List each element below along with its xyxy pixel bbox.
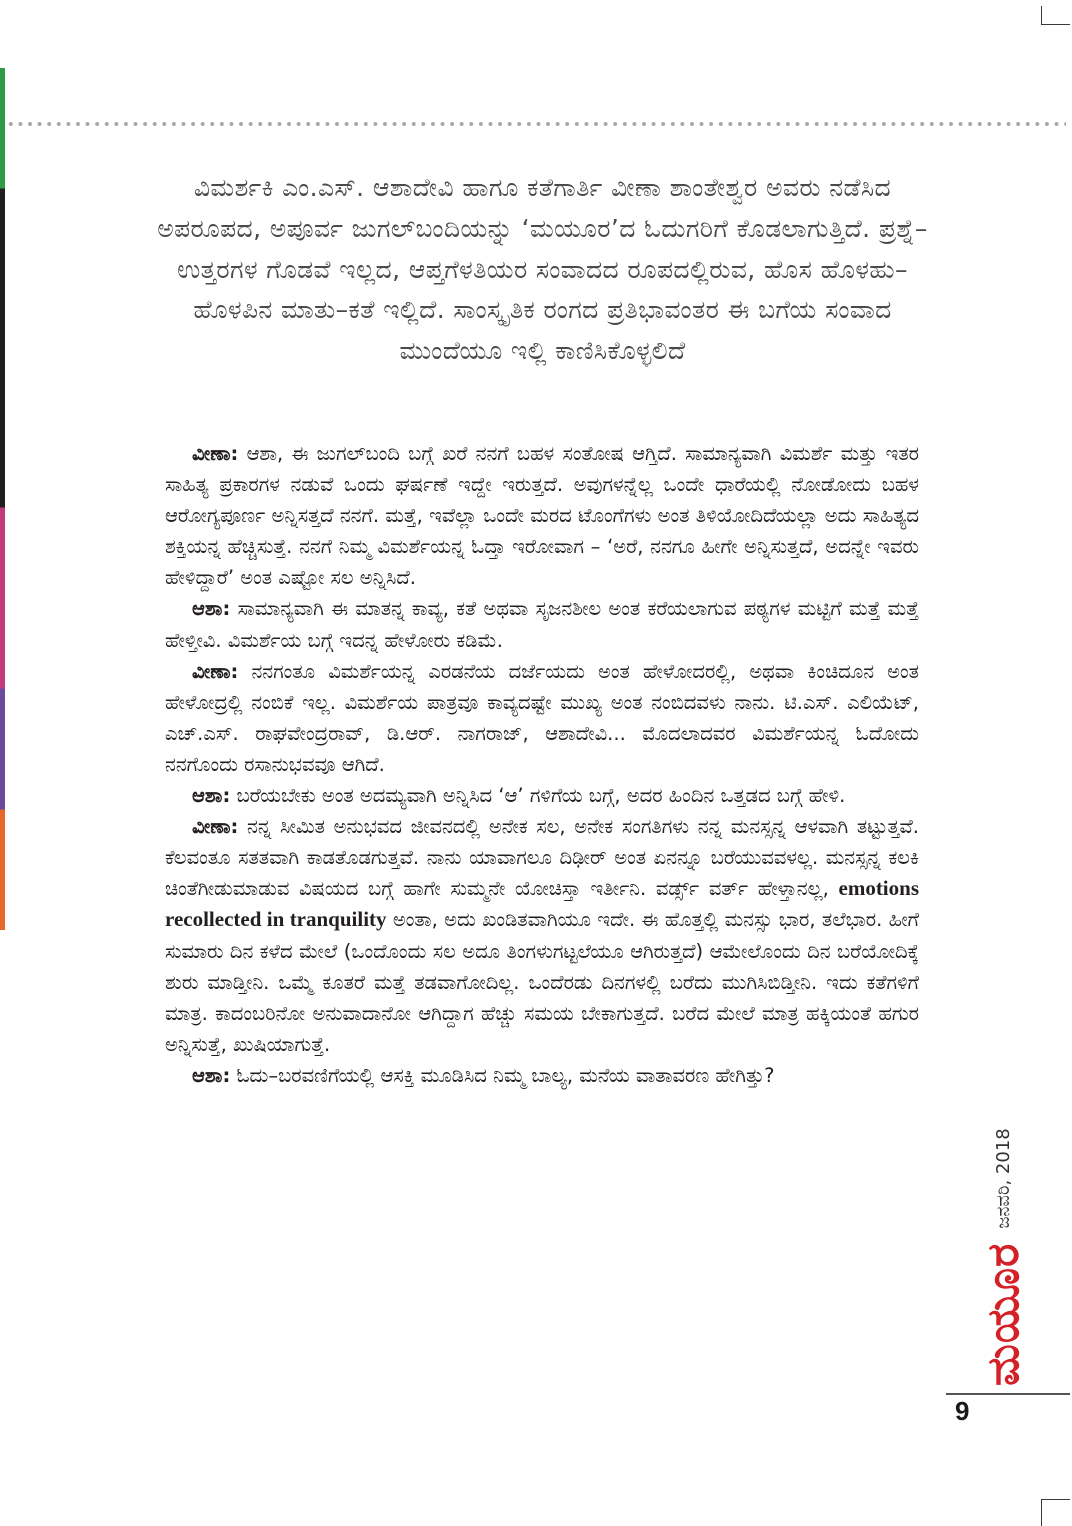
- dialogue-text: ಅಂತಾ, ಅದು ಖಂಡಿತವಾಗಿಯೂ ಇದೇ. ಈ ಹೊತ್ತಲ್ಲಿ ಮನಸ್ಸು ಭಾರ, ತಲೆಭಾರ. ಹೀಗೆ ಸುಮಾರು ದಿನ ಕಳೆದ ಮೇಲೆ (ಒಂದೊಂದು ಸಲ ಅದೂ ತಿಂಗಳುಗಟ್ಟಲೆಯೂ ಆಗಿರುತ್ತದೆ) ಆಮೇಲೊಂದು ದಿನ ಬರೆಯೋದಿಕ್ಕೆ ಶುರು ಮಾಡ್ತೀನಿ. ಒಮ್ಮೆ ಕೂತರೆ ಮತ್ತೆ ತಡವಾಗೋದಿಲ್ಲ. ಒಂದೆರಡು ದಿನಗಳಲ್ಲಿ ಬರೆದು ಮುಗಿಸಿಬಿಡ್ತೀನಿ. ಇದು ಕತೆಗಳಿಗೆ ಮಾತ್ರ. ಕಾದಂಬರಿನೋ ಅನುವಾದಾನೋ ಆಗಿದ್ದಾಗ ಹೆಚ್ಚು ಸಮಯ ಬೇಕಾಗುತ್ತದೆ. ಬರೆದ ಮೇಲೆ ಮಾತ್ರ ಹಕ್ಕಿಯಂತೆ ಹಗುರ ಅನ್ನಿಸುತ್ತೆ, ಖುಷಿಯಾಗುತ್ತೆ.: [165, 908, 920, 1056]
- dialogue-paragraph: [165, 438, 919, 593]
- dotted-divider: [6, 121, 1066, 127]
- dialogue-text: ಬರೆಯಬೇಕು ಅಂತ ಅದಮ್ಯವಾಗಿ ಅನ್ನಿಸಿದ ‘ಆ’ ಗಳಿಗೆಯ ಬಗ್ಗೆ, ಅದರ ಹಿಂದಿನ ಒತ್ತಡದ ಬಗ್ಗೆ ಹೇಳಿ.: [236, 784, 846, 808]
- speaker-label: ವೀಣಾ:: [192, 659, 239, 683]
- speaker-label: ಆಶಾ:: [192, 784, 231, 808]
- dialogue-text: ಆಶಾ, ಈ ಜುಗಲ್‌ಬಂದಿ ಬಗ್ಗೆ ಖರೆ ನನಗೆ ಬಹಳ ಸಂತೋಷ ಆಗ್ತಿದೆ. ಸಾಮಾನ್ಯವಾಗಿ ವಿಮರ್ಶೆ ಮತ್ತು ಇತರ ಸಾಹಿತ್ಯ ಪ್ರಕಾರಗಳ ನಡುವೆ ಒಂದು ಘರ್ಷಣೆ ಇದ್ದೇ ಇರುತ್ತದೆ. ಅವುಗಳನ್ನೆಲ್ಲ ಒಂದೇ ಧಾರೆಯಲ್ಲಿ ನೋಡೋದು ಬಹಳ ಆರೋಗ್ಯಪೂರ್ಣ ಅನ್ನಿಸತ್ತದೆ ನನಗೆ. ಮತ್ತೆ, ಇವೆಲ್ಲಾ ಒಂದೇ ಮರದ ಟೊಂಗೆಗಳು ಅಂತ ತಿಳಿಯೋದಿದೆಯಲ್ಲಾ ಅದು ಸಾಹಿತ್ಯದ ಶಕ್ತಿಯನ್ನ ಹೆಚ್ಚಿಸುತ್ತೆ. ನನಗೆ ನಿಮ್ಮ ವಿಮರ್ಶೆಯನ್ನ ಓದ್ತಾ ಇರೋವಾಗ – ‘ಅರೆ, ನನಗೂ ಹೀಗೇ ಅನ್ನಿಸುತ್ತದೆ, ಅದನ್ನೇ ಇವರು ಹೇಳಿದ್ದಾರೆ’ ಅಂತ ಎಷ್ಟೋ ಸಲ ಅನ್ನಿಸಿದೆ.: [165, 442, 919, 590]
- page-number: 9: [955, 1396, 970, 1426]
- dialogue-text: ಓದು–ಬರವಣಿಗೆಯಲ್ಲಿ ಆಸಕ್ತಿ ಮೂಡಿಸಿದ ನಿಮ್ಮ ಬಾಲ್ಯ, ಮನೆಯ ವಾತಾವರಣ ಹೇಗಿತ್ತು?: [236, 1063, 775, 1087]
- english-quote: emotions recollected in tranquility: [165, 876, 919, 932]
- crop-mark-bottom: [1041, 1499, 1070, 1526]
- color-edge-strip: [0, 68, 5, 930]
- speaker-label: ವೀಣಾ:: [192, 442, 239, 465]
- dialogue-paragraph: [165, 780, 919, 811]
- dialogue-paragraph: [165, 1060, 919, 1091]
- dialogue-text: ನನಗಂತೂ ವಿಮರ್ಶೆಯನ್ನ ಎರಡನೆಯ ದರ್ಜೆಯದು ಅಂತ ಹೇಳೋದರಲ್ಲಿ, ಅಥವಾ ಕಿಂಚಿದೂನ ಅಂತ ಹೇಳೋದ್ರಲ್ಲಿ ನಂಬಿಕೆ ಇಲ್ಲ. ವಿಮರ್ಶೆಯ ಪಾತ್ರವೂ ಕಾವ್ಯದಷ್ಟೇ ಮುಖ್ಯ ಅಂತ ನಂಬಿದವಳು ನಾನು. ಟಿ.ಎಸ್. ಎಲಿಯೆಟ್, ಎಚ್.ಎಸ್. ರಾಘವೇಂದ್ರರಾವ್, ಡಿ.ಆರ್. ನಾಗರಾಜ್, ಆಶಾದೇವಿ... ಮೊದಲಾದವರ ವಿಮರ್ಶೆಯನ್ನ ಓದೋದು ನನಗೊಂದು ರಸಾನುಭವವೂ ಆಗಿದೆ.: [165, 659, 920, 776]
- dialogue-text: ಸಾಮಾನ್ಯವಾಗಿ ಈ ಮಾತನ್ನ ಕಾವ್ಯ, ಕತೆ ಅಥವಾ ಸೃಜನಶೀಲ ಅಂತ ಕರೆಯಲಾಗುವ ಪಠ್ಯಗಳ ಮಟ್ಟಿಗೆ ಮತ್ತೆ ಮತ್ತೆ ಹೇಳ್ತೀವಿ. ವಿಮರ್ಶೆಯ ಬಗ್ಗೆ ಇದನ್ನ ಹೇಳೋರು ಕಡಿಮೆ.: [165, 597, 919, 652]
- issue-date: ಜನವರಿ, 2018: [993, 1128, 1014, 1229]
- magazine-logo: ಮಯೂರ: [978, 1242, 1029, 1386]
- speaker-label: ವೀಣಾ:: [192, 815, 239, 839]
- sidebar-issue-info: [944, 1110, 1029, 1386]
- dialogue-paragraph: [165, 811, 919, 1060]
- dialogue-paragraph: [165, 593, 919, 655]
- speaker-label: ಆಶಾ:: [192, 597, 231, 621]
- intro-blurb: ವಿಮರ್ಶಕಿ ಎಂ.ಎಸ್. ಆಶಾದೇವಿ ಹಾಗೂ ಕತೆಗಾರ್ತಿ ವೀಣಾ ಶಾಂತೇಶ್ವರ ಅವರು ನಡೆಸಿದ ಅಪರೂಪದ, ಅಪೂರ್ವ ಜುಗಲ್‌ಬಂದಿಯನ್ನು ‘ಮಯೂರ’ದ ಓದುಗರಿಗೆ ಕೊಡಲಾಗುತ್ತಿದೆ. ಪ್ರಶ್ನೆ–ಉತ್ತರಗಳ ಗೊಡವೆ ಇಲ್ಲದ, ಆಪ್ತಗೆಳತಿಯರ ಸಂವಾದದ ರೂಪದಲ್ಲಿರುವ, ಹೊಸ ಹೊಳಹು–ಹೊಳಪಿನ ಮಾತು–ಕತೆ ಇಲ್ಲಿದೆ. ಸಾಂಸ್ಕೃತಿಕ ರಂಗದ ಪ್ರತಿಭಾವಂತರ ಈ ಬಗೆಯ ಸಂವಾದ ಮುಂದೆಯೂ ಇಲ್ಲಿ ಕಾಣಿಸಿಕೊಳ್ಳಲಿದೆ: [157, 173, 928, 366]
- footer-rule: [946, 1393, 1070, 1395]
- dialogue-text: ನನ್ನ ಸೀಮಿತ ಅನುಭವದ ಜೀವನದಲ್ಲಿ ಅನೇಕ ಸಲ, ಅನೇಕ ಸಂಗತಿಗಳು ನನ್ನ ಮನಸ್ಸನ್ನ ಆಳವಾಗಿ ತಟ್ಟುತ್ತವೆ. ಕೆಲವಂತೂ ಸತತವಾಗಿ ಕಾಡತೊಡಗುತ್ತವೆ. ನಾನು ಯಾವಾಗಲೂ ದಿಢೀರ್ ಅಂತ ಏನನ್ನೂ ಬರೆಯುವವಳಲ್ಲ. ಮನಸ್ಸನ್ನ ಕಲಕಿ ಚಿಂತೆಗೀಡುಮಾಡುವ ವಿಷಯದ ಬಗ್ಗೆ ಹಾಗೇ ಸುಮ್ಮನೇ ಯೋಚಿಸ್ತಾ ಇರ್ತೀನಿ. ವರ್ಡ್ಸ್ ವರ್ತ್ ಹೇಳ್ತಾನಲ್ಲ,: [165, 815, 919, 901]
- dialogue-paragraph: [165, 656, 919, 780]
- article-body: [165, 438, 919, 1091]
- crop-mark-top: [1041, 6, 1070, 25]
- speaker-label: ಆಶಾ:: [192, 1063, 231, 1087]
